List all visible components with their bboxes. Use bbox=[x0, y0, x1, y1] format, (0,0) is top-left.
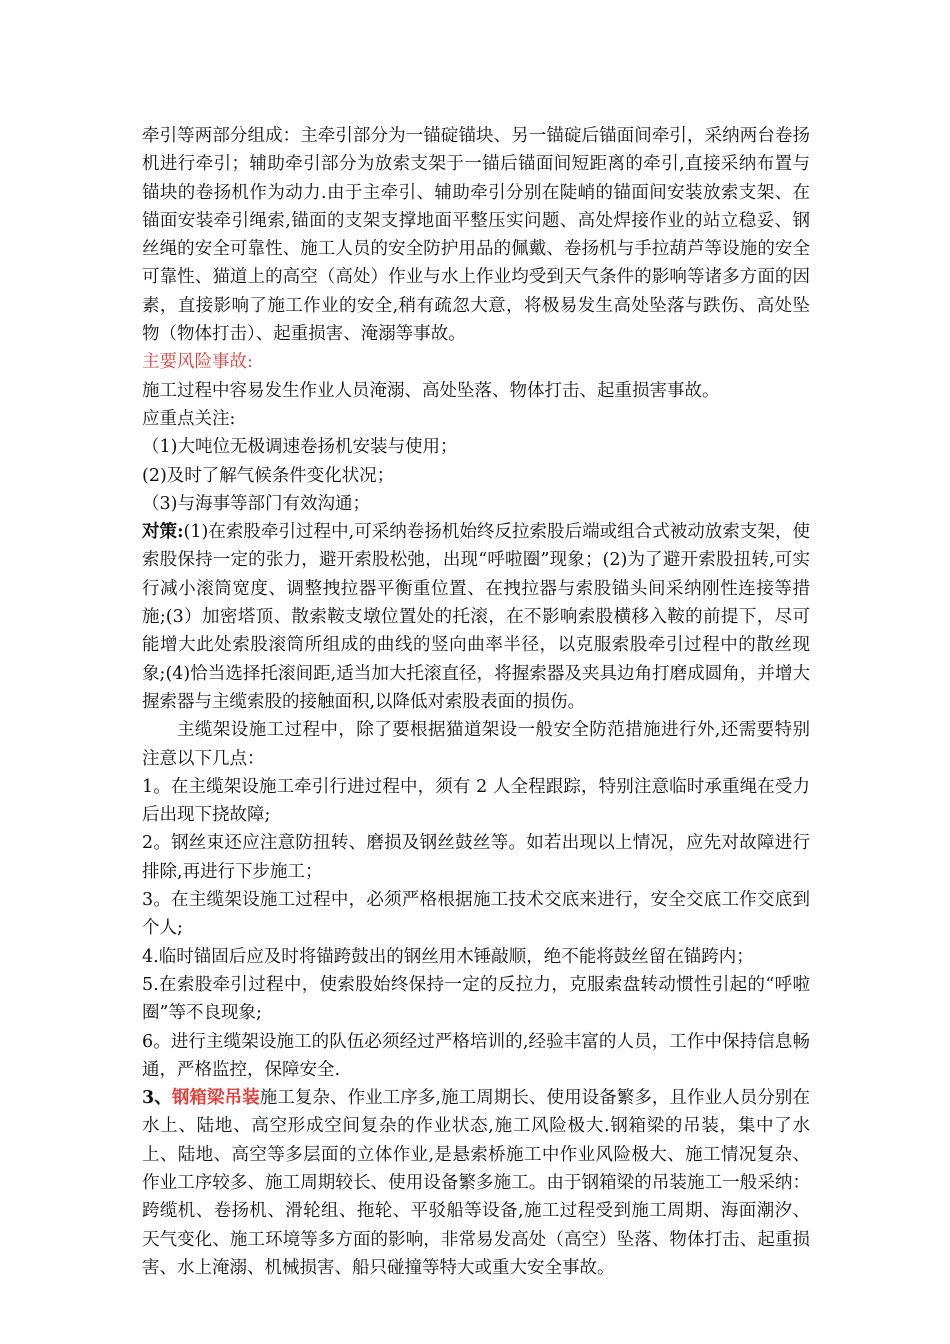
steel-box-girder-text: 施工复杂、作业工序多,施工周期长、使用设备繁多，且作业人员分别在水上、陆地、高空形成空间复杂的作业状态,施工风险极大.钢箱梁的吊装，集中了水上、陆地、高空等多层面的立体作业,是悬索桥施工中作业风险极大、施工情况复杂、作业工序较多、施工周期较长、使用设备繁多施工。由于钢箱梁的吊装施工一般采纳：跨缆机、卷扬机、滑轮组、拖轮、平驳船等设备,施工过程受到施工周期、海面潮汐、天气变化、施工环境等多方面的影响，非常易发高处（高空）坠落、物体打击、起重损害、水上淹溺、机械损害、船只碰撞等特大或重大安全事故。 bbox=[142, 1088, 811, 1278]
section-number: 3、 bbox=[142, 1088, 172, 1109]
risk-heading: 主要风险事故: bbox=[142, 352, 253, 373]
measures-paragraph bbox=[142, 518, 810, 716]
section-title: 钢箱梁吊装 bbox=[171, 1088, 260, 1109]
cable-item-1: 1。在主缆架设施工牵引行进过程中，须有 2 人全程跟踪，特别注意临时承重绳在受力后出现下挠故障; bbox=[142, 776, 810, 826]
focus-item-3: （3)与海事等部门有效沟通； bbox=[142, 493, 370, 514]
cable-intro: 主缆架设施工过程中，除了要根据猫道架设一般安全防范措施进行外,还需要特别注意以下几点： bbox=[142, 720, 810, 769]
measures-text: (1)在索股牵引过程中,可采纳卷扬机始终反拉索股后端或组合式被动放索支架，使索股保持一定的张力，避开索股松弛，出现“呼啦圈”现象；(2)为了避开索股扭转,可实行减小滚筒宽度、调整拽拉器平衡重位置、在拽拉器与索股锚头间采纳刚性连接等措施;(3）加密塔顶、散索鞍支墩位置处的托滚，在不影响索股横移入鞍的前提下，尽可能增大此处索股滚筒所组成的曲线的竖向曲率半径，以克服索股牵引过程中的散丝现象;(4)恰当选择托滚间距,适当加大托滚直径，将握索器及夹具边角打磨成圆角，并增大握索器与主缆索股的接触面积,以降低对索股表面的损伤。 bbox=[142, 522, 810, 712]
cable-item-4: 4.临时锚固后应及时将锚跨鼓出的钢丝用木锤敲顺，绝不能将鼓丝留在锚跨内； bbox=[142, 946, 754, 967]
focus-item-1: （1)大吨位无极调速卷扬机安装与使用； bbox=[142, 437, 458, 458]
cable-item-6: 6。进行主缆架设施工的队伍必须经过严格培训的,经验丰富的人员，工作中保持信息畅通，严格监控，保障安全. bbox=[142, 1031, 810, 1080]
focus-item-2: (2)及时了解气候条件变化状况； bbox=[142, 465, 395, 486]
risk-text: 施工过程中容易发生作业人员淹溺、高处坠落、物体打击、起重损害事故。 bbox=[142, 380, 720, 401]
measures-label: 对策: bbox=[142, 522, 184, 543]
document-body bbox=[142, 122, 810, 1282]
steel-box-girder-paragraph bbox=[142, 1084, 810, 1282]
paragraph-traction: 牵引等两部分组成：主牵引部分为一锚碇锚块、另一锚碇后锚面间牵引，采纳两台卷扬机进行牵引；辅助牵引部分为放索支架于一锚后锚面间短距离的牵引,直接采纳布置与锚块的卷扬机作为动力.由于主牵引、辅助牵引分别在陡峭的锚面间安装放索支架、在锚面安装牵引绳索,锚面的支架支撑地面平整压实问题、高处焊接作业的站立稳妥、钢丝绳的安全可靠性、施工人员的安全防护用品的佩戴、卷扬机与手拉葫芦等设施的安全可靠性、猫道上的高空（高处）作业与水上作业均受到天气条件的影响等诸多方面的因素，直接影响了施工作业的安全,稍有疏忽大意，将极易发生高处坠落与跌伤、高处坠物（物体打击）、起重损害、淹溺等事故。 bbox=[142, 126, 810, 345]
focus-heading: 应重点关注: bbox=[142, 408, 236, 429]
cable-item-2: 2。钢丝束还应注意防扭转、磨损及钢丝鼓丝等。如若出现以上情况，应先对故障进行排除,再进行下步施工； bbox=[142, 833, 810, 882]
cable-item-3: 3。在主缆架设施工过程中，必须严格根据施工技术交底来进行，安全交底工作交底到个人; bbox=[142, 890, 810, 939]
cable-item-5: 5.在索股牵引过程中，使索股始终保持一定的反拉力，克服索盘转动惯性引起的“呼啦圈”等不良现象; bbox=[142, 974, 810, 1024]
